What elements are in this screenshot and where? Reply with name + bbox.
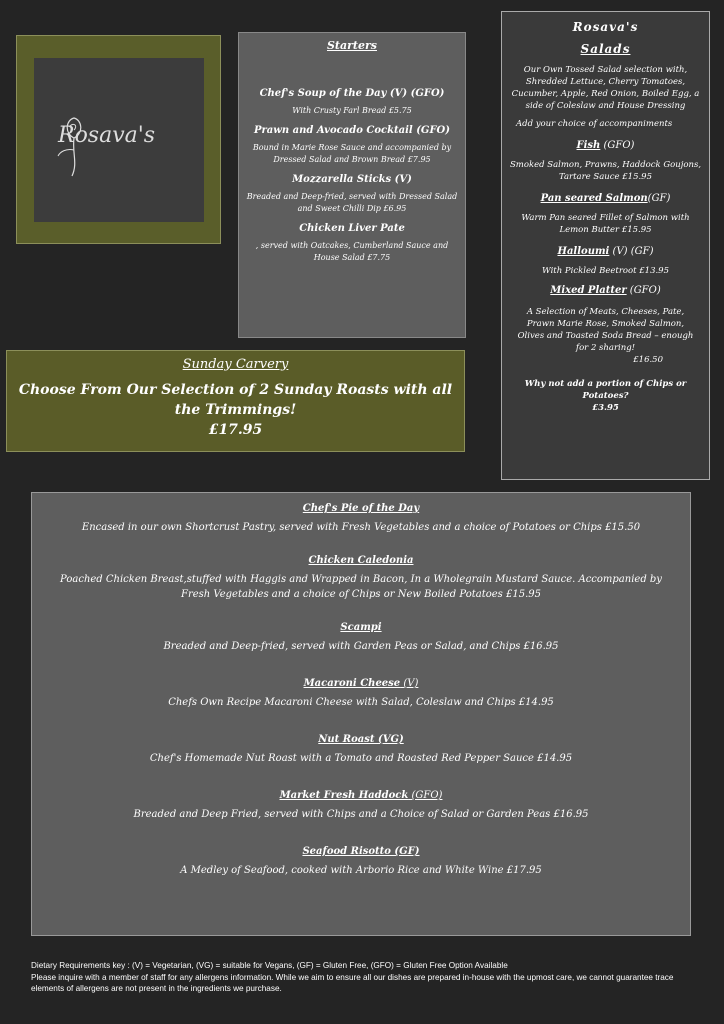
carvery-price: £17.95 <box>208 422 263 438</box>
carvery-line: Choose From Our Selection of 2 Sunday Roasts with all the Trimmings! <box>18 382 453 418</box>
salad-name: Pan seared Salmon(GF) <box>540 193 671 204</box>
starter-name: Mozzarella Sticks (V) <box>292 174 412 185</box>
logo-panel <box>16 35 221 244</box>
salad-desc: With Pickled Beetroot £13.95 <box>541 266 670 276</box>
starter-name: Prawn and Avocado Cocktail (GFO) <box>253 125 451 136</box>
salad-desc: Smoked Salmon, Prawns, Haddock Goujons, Tartare Sauce £15.95 <box>509 160 702 182</box>
dietary-footer <box>31 960 691 995</box>
chips-price: £3.95 <box>592 403 619 413</box>
main-item: Market Fresh Haddock (GFO) Breaded and Deep Fried, served with Chips and a Choice of Salad or Garden Peas £16.95 <box>133 790 589 820</box>
logo-inner <box>34 58 204 222</box>
salad-desc: Warm Pan seared Fillet of Salmon with Lemon Butter £15.95 <box>521 213 690 235</box>
allergen-note: Please inquire with a member of staff for any allergens information. While we aim to ensure all our dishes are prepared in-house with the upmost care, we cannot guarantee trace elements of allergens are not present in the ingredients we purchase. <box>31 972 674 993</box>
salads-intro: Our Own Tossed Salad selection with, Shredded Lettuce, Cherry Tomatoes, Cucumber, Apple, Red Onion, Boiled Egg, a side of Coleslaw and House Dressing <box>511 65 700 111</box>
main-item: Chicken Caledonia Poached Chicken Breast,stuffed with Haggis and Wrapped in Bacon, In a Wholegrain Mustard Sauce. Accompanied by Fresh Vegetables and a choice of Chips or New Boiled Potatoes £15.95 <box>60 555 662 600</box>
mains-panel <box>31 492 691 936</box>
salads-brand: Rosava's <box>572 20 639 34</box>
starter-desc: Bound in Marie Rose Sauce and accompanied by Dressed Salad and Brown Bread £7.95 <box>252 143 452 164</box>
salads-panel <box>501 11 710 480</box>
salad-name: Halloumi (V) (GF) <box>557 246 654 257</box>
main-item: Macaroni Cheese (V) Chefs Own Recipe Macaroni Cheese with Salad, Coleslaw and Chips £14.95 <box>168 678 554 708</box>
starters-title: Starters <box>326 39 377 52</box>
salads-add: Add your choice of accompaniments <box>516 119 673 129</box>
salads-title: Salads <box>580 42 631 56</box>
salad-name: Fish (GFO) <box>576 140 635 151</box>
main-item: Scampi Breaded and Deep-fried, served with Garden Peas or Salad, and Chips £16.95 <box>163 622 559 652</box>
dietary-key: Dietary Requirements key : (V) = Vegetarian, (VG) = suitable for Vegans, (GF) = Gluten Free, (GFO) = Gluten Free Option Available <box>31 961 508 970</box>
starter-desc: , served with Oatcakes, Cumberland Sauce and House Salad £7.75 <box>255 241 449 262</box>
main-item: Chef's Pie of the Day Encased in our own Shortcrust Pastry, served with Fresh Vegetables and a choice of Potatoes or Chips £15.50 <box>81 503 641 533</box>
salad-price: £16.50 <box>633 355 663 365</box>
chips-question: Why not add a portion of Chips or Potatoes? <box>524 379 687 401</box>
logo-text: Rosava's <box>58 123 156 148</box>
starter-name: Chef's Soup of the Day (V) (GFO) <box>259 88 445 99</box>
starter-name: Chicken Liver Pate <box>299 223 405 234</box>
starter-desc: With Crusty Farl Bread £5.75 <box>292 106 412 115</box>
salad-desc: A Selection of Meats, Cheeses, Pate, Prawn Marie Rose, Smoked Salmon, Olives and Toasted Soda Bread – enough for 2 sharing! <box>517 307 694 353</box>
starters-panel <box>238 32 466 338</box>
main-item: Nut Roast (VG) Chef's Homemade Nut Roast with a Tomato and Roasted Red Pepper Sauce £14.95 <box>149 734 573 764</box>
main-item: Seafood Risotto (GF) A Medley of Seafood, cooked with Arborio Rice and White Wine £17.95 <box>180 846 542 876</box>
starter-desc: Breaded and Deep-fried, served with Dressed Salad and Sweet Chilli Dip £6.95 <box>246 192 458 213</box>
salad-name: Mixed Platter (GFO) <box>550 285 661 296</box>
carvery-title: Sunday Carvery <box>182 357 289 372</box>
carvery-panel <box>6 350 465 452</box>
